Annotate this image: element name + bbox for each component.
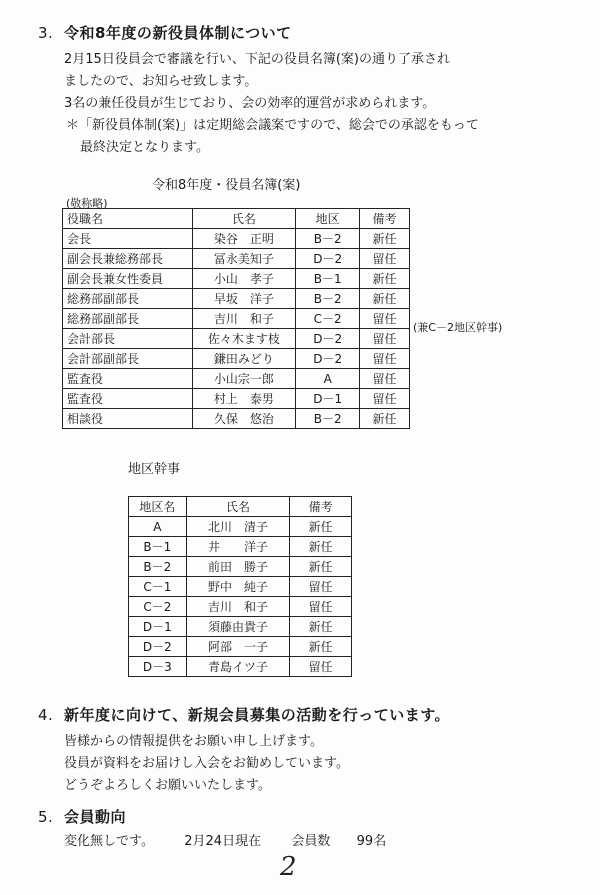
remarks-cell: 留任 xyxy=(290,577,352,597)
table-row xyxy=(63,229,410,249)
table-row xyxy=(63,389,410,409)
table-row xyxy=(129,577,352,597)
role-cell: 監査役 xyxy=(63,369,193,389)
role-cell: 副会長兼総務部長 xyxy=(63,249,193,269)
role-cell: 監査役 xyxy=(63,389,193,409)
remarks-cell: 留任 xyxy=(360,329,410,349)
section4-line: どうぞよろしくお願いいたします。 xyxy=(64,778,271,793)
remarks-cell: 留任 xyxy=(360,249,410,269)
remarks-cell: 新任 xyxy=(290,557,352,577)
district-cell: C－1 xyxy=(129,577,187,597)
table-row xyxy=(129,597,352,617)
header-district: 地区 xyxy=(296,209,360,229)
district-cell: B－2 xyxy=(296,409,360,429)
section5-heading xyxy=(38,806,126,827)
district-cell: D－2 xyxy=(296,249,360,269)
section3-number: 3. xyxy=(38,24,54,42)
section5-status-line xyxy=(64,830,386,849)
district-cell: A xyxy=(129,517,187,537)
district-cell: B－2 xyxy=(296,289,360,309)
section4-line: 皆様からの情報提供をお願い申し上げます。 xyxy=(64,734,323,749)
remarks-cell: 留任 xyxy=(360,389,410,409)
district-cell: B－1 xyxy=(296,269,360,289)
role-cell: 会計部長 xyxy=(63,329,193,349)
district-cell: C－2 xyxy=(296,309,360,329)
remarks-cell: 留任 xyxy=(360,349,410,369)
name-cell: 佐々木ます枝 xyxy=(192,329,296,349)
section3-line: 2月15日役員会で審議を行い、下記の役員名簿(案)の通り了承され xyxy=(64,52,450,67)
role-cell: 会計部副部長 xyxy=(63,349,193,369)
role-cell: 副会長兼女性委員 xyxy=(63,269,193,289)
district-cell: D－2 xyxy=(296,329,360,349)
name-cell: 須藤由貴子 xyxy=(186,617,290,637)
section4-number: 4. xyxy=(38,706,54,724)
table-row xyxy=(63,249,410,269)
table-row xyxy=(129,617,352,637)
member-count: 99名 xyxy=(356,834,387,849)
district-cell: D－3 xyxy=(129,657,187,677)
district-cell: B－2 xyxy=(129,557,187,577)
header-district-name: 地区名 xyxy=(129,497,187,517)
name-cell: 井 洋子 xyxy=(186,537,290,557)
remarks-cell: 留任 xyxy=(290,597,352,617)
role-cell: 総務部副部長 xyxy=(63,309,193,329)
section3-title: 令和8年度の新役員体制について xyxy=(64,24,292,42)
district-cell: D－1 xyxy=(129,617,187,637)
header-role: 役職名 xyxy=(63,209,193,229)
table-row xyxy=(63,369,410,389)
district-cell: A xyxy=(296,369,360,389)
section3-line: ましたので、お知らせ致します。 xyxy=(64,74,258,89)
header-name: 氏名 xyxy=(192,209,296,229)
name-cell: 染谷 正明 xyxy=(192,229,296,249)
section5-number: 5. xyxy=(38,808,54,826)
officers-caption: 令和8年度・役員名簿(案) xyxy=(152,178,301,193)
name-cell: 吉川 和子 xyxy=(186,597,290,617)
remarks-cell: 新任 xyxy=(290,537,352,557)
header-remarks: 備考 xyxy=(360,209,410,229)
section3-heading xyxy=(38,22,292,43)
table-row xyxy=(129,657,352,677)
district-cell: B－2 xyxy=(296,229,360,249)
section4-title: 新年度に向けて、新規会員募集の活動を行っています。 xyxy=(64,706,451,724)
name-cell: 北川 清子 xyxy=(186,517,290,537)
remarks-cell: 新任 xyxy=(360,229,410,249)
name-cell: 阿部 一子 xyxy=(186,637,290,657)
name-cell: 前田 勝子 xyxy=(186,557,290,577)
name-cell: 小山宗一郎 xyxy=(192,369,296,389)
section4-heading xyxy=(38,704,450,725)
section3-note: ＊「新役員体制(案)」は定期総会議案ですので、総会での承認をもって xyxy=(66,118,479,133)
name-cell: 冨永美知子 xyxy=(192,249,296,269)
district-table xyxy=(128,496,352,677)
table-row xyxy=(63,309,410,329)
district-cell: B－1 xyxy=(129,537,187,557)
name-cell: 久保 悠治 xyxy=(192,409,296,429)
name-cell: 小山 孝子 xyxy=(192,269,296,289)
section3-note-cont: 最終決定となります。 xyxy=(80,140,209,155)
remarks-cell: 留任 xyxy=(290,657,352,677)
name-cell: 野中 純子 xyxy=(186,577,290,597)
honorific-note: (敬称略) xyxy=(66,197,108,210)
remarks-cell: 新任 xyxy=(290,617,352,637)
role-cell: 会長 xyxy=(63,229,193,249)
district-header-row xyxy=(129,497,352,517)
concurrent-role-note: (兼C－2地区幹事) xyxy=(413,321,503,334)
table-row xyxy=(63,349,410,369)
member-status: 変化無しです。 xyxy=(64,834,154,849)
header-remarks: 備考 xyxy=(290,497,352,517)
district-caption: 地区幹事 xyxy=(128,462,181,477)
table-row xyxy=(63,409,410,429)
table-row xyxy=(63,289,410,309)
table-row xyxy=(129,537,352,557)
remarks-cell: 新任 xyxy=(290,637,352,657)
table-row xyxy=(63,269,410,289)
name-cell: 鎌田みどり xyxy=(192,349,296,369)
member-count-label: 会員数 xyxy=(291,834,331,849)
section4-line: 役員が資料をお届けし入会をお勧めしています。 xyxy=(64,756,349,771)
officers-header-row xyxy=(63,209,410,229)
officers-table xyxy=(62,208,410,429)
name-cell: 村上 泰男 xyxy=(192,389,296,409)
name-cell: 早坂 洋子 xyxy=(192,289,296,309)
section5-title: 会員動向 xyxy=(64,808,127,826)
district-cell: C－2 xyxy=(129,597,187,617)
remarks-cell: 新任 xyxy=(360,289,410,309)
remarks-cell: 新任 xyxy=(360,269,410,289)
remarks-cell: 新任 xyxy=(290,517,352,537)
role-cell: 総務部副部長 xyxy=(63,289,193,309)
header-name: 氏名 xyxy=(186,497,290,517)
district-cell: D－2 xyxy=(129,637,187,657)
section3-line: 3名の兼任役員が生じており、会の効率的運営が求められます。 xyxy=(64,96,436,111)
name-cell: 吉川 和子 xyxy=(192,309,296,329)
table-row xyxy=(129,637,352,657)
district-cell: D－1 xyxy=(296,389,360,409)
name-cell: 青島イツ子 xyxy=(186,657,290,677)
remarks-cell: 留任 xyxy=(360,309,410,329)
as-of-date: 2月24日現在 xyxy=(184,834,262,849)
table-row xyxy=(129,557,352,577)
remarks-cell: 新任 xyxy=(360,409,410,429)
table-row xyxy=(129,517,352,537)
page-number: 2 xyxy=(280,852,297,882)
remarks-cell: 留任 xyxy=(360,369,410,389)
table-row xyxy=(63,329,410,349)
role-cell: 相談役 xyxy=(63,409,193,429)
district-cell: D－2 xyxy=(296,349,360,369)
